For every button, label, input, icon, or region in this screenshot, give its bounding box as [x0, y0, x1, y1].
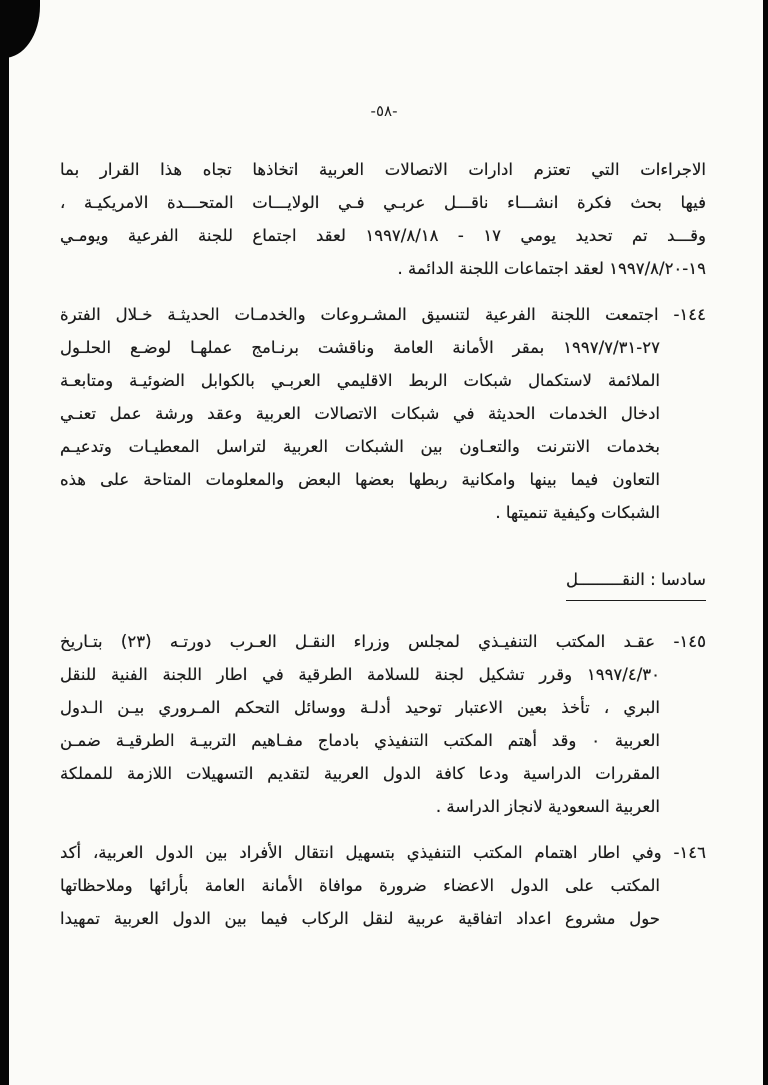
paragraph	[60, 153, 706, 285]
text-line: وقـــد تم تحديد يومي ١٧ - ١٩٩٧/٨/١٨ لعقد اجتماع للجنة الفرعية ويومـي	[60, 226, 707, 245]
text-line: ١٩-١٩٩٧/٨/٢٠ لعقد اجتماعات اللجنة الدائمة .	[397, 259, 706, 278]
numbered-paragraph	[60, 625, 706, 823]
text-line: المكتب على الدول الاعضاء ضرورة موافاة الأمانة العامة بأرائها وملاحظاتها	[60, 876, 660, 895]
document-body	[60, 153, 706, 948]
numbered-paragraph	[60, 298, 706, 529]
text-line: ١٤٦- وفي اطار اهتمام المكتب التنفيذي بتسهيل انتقال الأفراد بين الدول العربية، أكد	[60, 843, 706, 862]
text-line: الاجراءات التي تعتزم ادارات الاتصالات العربية اتخاذها تجاه هذا القرار بما	[60, 160, 706, 179]
text-line: المقررات الدراسية ودعا كافة الدول العربية لتقديم التسهيلات اللازمة للمملكة	[60, 764, 660, 783]
text-line: الملائمة لاستكمال شبكات الربط الاقليمي العربـي بالكوابل الضوئيـة ومتابعـة	[60, 371, 660, 390]
text-line: البري ، تأخذ بعين الاعتبار توحيد أدلـة ووسائل التحكم المـروري بيـن الـدول	[60, 698, 660, 717]
text-line: العربية السعودية لانجاز الدراسة .	[435, 797, 660, 816]
text-line: العربية ٠ وقد أهتم المكتب التنفيذي بادماج مفـاهيم التربيـة الطرقيـة ضمـن	[60, 731, 661, 750]
text-line	[60, 563, 706, 601]
text-line: التعاون فيما بينها وامكانية ربطها بعضها البعض والمعلومات المتاحة على هذه	[60, 470, 660, 489]
text-line: ١٤٥- عقـد المكتب التنفيـذي لمجلس وزراء النقـل العـرب دورتـه (٢٣) بتـاريخ	[60, 632, 706, 651]
heading-underlined-text: سادسا : النقـــــــــل	[566, 563, 706, 601]
text-line: ادخال الخدمات الحديثة في شبكات الاتصالات العربية وعقد ورشة عمل تعنـي	[60, 404, 660, 423]
numbered-paragraph	[60, 836, 706, 935]
text-line: ١٩٩٧/٤/٣٠ وقرر تشكيل لجنة للسلامة الطرقية في اطار اللجنة الفنية للنقل	[60, 665, 660, 684]
page-number: -٥٨-	[370, 102, 398, 120]
text-line: بخدمات الانترنت والتعـاون بين الشبكات العربية لتراسل المعطيـات وتدعيـم	[60, 437, 660, 456]
section-heading	[60, 563, 706, 601]
text-line: ٢٧-١٩٩٧/٧/٣١ بمقر الأمانة العامة وناقشت برنـامج عملهـا لوضـع الحلـول	[60, 338, 660, 357]
text-line: حول مشروع اعداد اتفاقية عربية لنقل الركاب فيما بين الدول العربية تمهيدا	[60, 909, 660, 928]
text-line: الشبكات وكيفية تنميتها .	[495, 503, 660, 522]
text-line: ١٤٤- اجتمعت اللجنة الفرعية لتنسيق المشـروعات والخدمـات الحديثـة خـلال الفترة	[60, 305, 706, 324]
scan-artifact-right-edge	[763, 0, 768, 1085]
scan-artifact-left-edge	[0, 0, 9, 1085]
text-line: فيها بحث فكرة انشـــاء ناقـــل عربـي فـي الولايـــات المتحـــدة الامريكيـة ،	[60, 193, 706, 212]
